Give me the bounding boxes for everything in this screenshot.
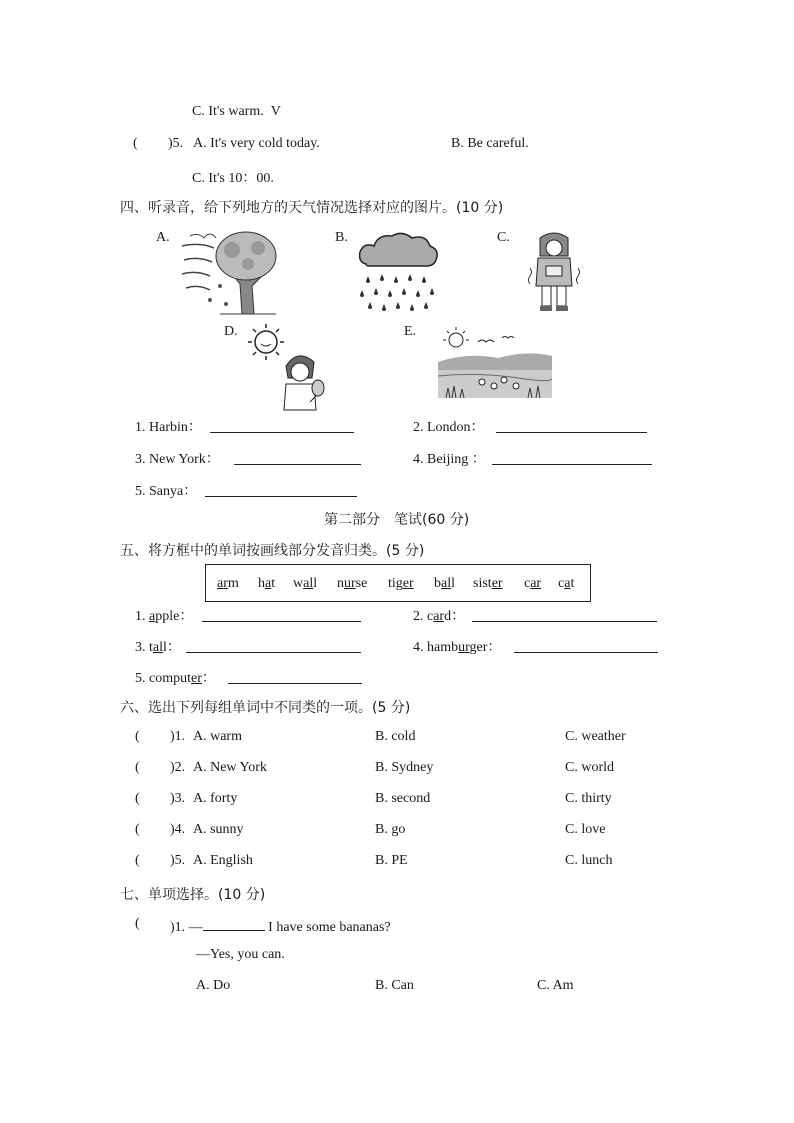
- s7-q1-blank[interactable]: [203, 916, 265, 931]
- s4-answer-4[interactable]: [492, 450, 652, 465]
- s6-row-4-c: C. love: [565, 822, 606, 837]
- s6-row-5-num: )5.: [170, 853, 186, 868]
- spring-landscape-icon: [438, 324, 552, 398]
- section6-title: 六、选出下列每组单词中不同类的一项。(5 分): [120, 700, 411, 716]
- s6-row-2-b: B. Sydney: [375, 760, 434, 775]
- box-word: tiger: [388, 576, 414, 591]
- s5-item-1: 1. apple：: [135, 609, 194, 624]
- s6-row-5-a: A. English: [193, 853, 253, 868]
- s7-paren[interactable]: (: [135, 916, 140, 931]
- s6-row-1-b: B. cold: [375, 729, 416, 744]
- box-word: arm: [217, 576, 239, 591]
- label-e: E.: [404, 324, 417, 339]
- s6-row-2-c: C. world: [565, 760, 614, 775]
- sunny-person-icon: [246, 322, 326, 412]
- label-b: B.: [335, 230, 348, 245]
- s6-row-3-b: B. second: [375, 791, 431, 806]
- s6-row-1-c: C. weather: [565, 729, 626, 744]
- section7-title: 七、单项选择。(10 分): [120, 887, 266, 903]
- section5-title: 五、将方框中的单词按画线部分发音归类。(5 分): [120, 543, 425, 559]
- s6-row-4-b: B. go: [375, 822, 406, 837]
- s7-q1-reply: —Yes, you can.: [196, 947, 285, 962]
- q4-option-c: C. It's warm. V: [192, 104, 281, 119]
- part2-title: 第二部分 笔试(60 分): [324, 512, 470, 528]
- s5-item-5: 5. computer：: [135, 671, 216, 686]
- s5-answer-5[interactable]: [228, 669, 362, 684]
- s7-q1-a: A. Do: [196, 978, 231, 993]
- s6-row-1-a: A. warm: [193, 729, 242, 744]
- rain-cloud-icon: [356, 228, 440, 312]
- s6-row-1-num: )1.: [170, 729, 186, 744]
- q5-option-a: A. It's very cold today.: [193, 136, 320, 151]
- box-word: wall: [293, 576, 318, 591]
- section4-title: 四、听录音，给下列地方的天气情况选择对应的图片。(10 分): [120, 200, 504, 216]
- s5-answer-3[interactable]: [186, 638, 361, 653]
- s6-paren[interactable]: (: [135, 729, 140, 744]
- s5-item-4: 4. hamburger：: [413, 640, 502, 655]
- label-c: C.: [497, 230, 510, 245]
- s4-item-3: 3. New York：: [135, 452, 220, 467]
- s6-paren[interactable]: (: [135, 822, 140, 837]
- s5-item-2: 2. card：: [413, 609, 466, 624]
- s6-row-5-b: B. PE: [375, 853, 408, 868]
- box-word: sister: [473, 576, 503, 591]
- cold-person-icon: [526, 228, 582, 314]
- check-mark: V: [270, 104, 281, 119]
- s6-row-5-c: C. lunch: [565, 853, 613, 868]
- s4-answer-5[interactable]: [205, 482, 357, 497]
- s4-answer-3[interactable]: [234, 450, 361, 465]
- box-word: hat: [258, 576, 276, 591]
- s6-row-4-a: A. sunny: [193, 822, 244, 837]
- word-box: [205, 564, 591, 602]
- s4-answer-1[interactable]: [210, 418, 354, 433]
- label-d: D.: [224, 324, 238, 339]
- s4-item-5: 5. Sanya：: [135, 484, 198, 499]
- s5-answer-4[interactable]: [514, 638, 658, 653]
- box-word: nurse: [337, 576, 368, 591]
- s5-answer-2[interactable]: [472, 607, 657, 622]
- s5-item-3: 3. tall：: [135, 640, 181, 655]
- s5-answer-1[interactable]: [202, 607, 361, 622]
- q5-option-b: B. Be careful.: [451, 136, 529, 151]
- s4-item-4: 4. Beijing ：: [413, 452, 486, 467]
- q5-option-c: C. It's 10：00.: [192, 171, 274, 186]
- q5-number: )5.: [168, 136, 184, 151]
- box-word: ball: [434, 576, 455, 591]
- box-word: cat: [558, 576, 575, 591]
- s7-q1-question: )1. — I have some bananas?: [170, 916, 391, 936]
- s4-answer-2[interactable]: [496, 418, 647, 433]
- s4-item-1: 1. Harbin：: [135, 420, 202, 435]
- s6-row-3-c: C. thirty: [565, 791, 612, 806]
- s6-paren[interactable]: (: [135, 791, 140, 806]
- s6-row-3-num: )3.: [170, 791, 186, 806]
- q5-paren-open[interactable]: (: [133, 136, 138, 151]
- windy-tree-icon: [180, 226, 280, 316]
- s7-q1-c: C. Am: [537, 978, 574, 993]
- s6-row-2-num: )2.: [170, 760, 186, 775]
- s6-paren[interactable]: (: [135, 853, 140, 868]
- s6-row-4-num: )4.: [170, 822, 186, 837]
- s6-paren[interactable]: (: [135, 760, 140, 775]
- s7-q1-b: B. Can: [375, 978, 414, 993]
- s6-row-3-a: A. forty: [193, 791, 238, 806]
- box-word: car: [524, 576, 542, 591]
- s6-row-2-a: A. New York: [193, 760, 267, 775]
- s4-item-2: 2. London：: [413, 420, 485, 435]
- label-a: A.: [156, 230, 170, 245]
